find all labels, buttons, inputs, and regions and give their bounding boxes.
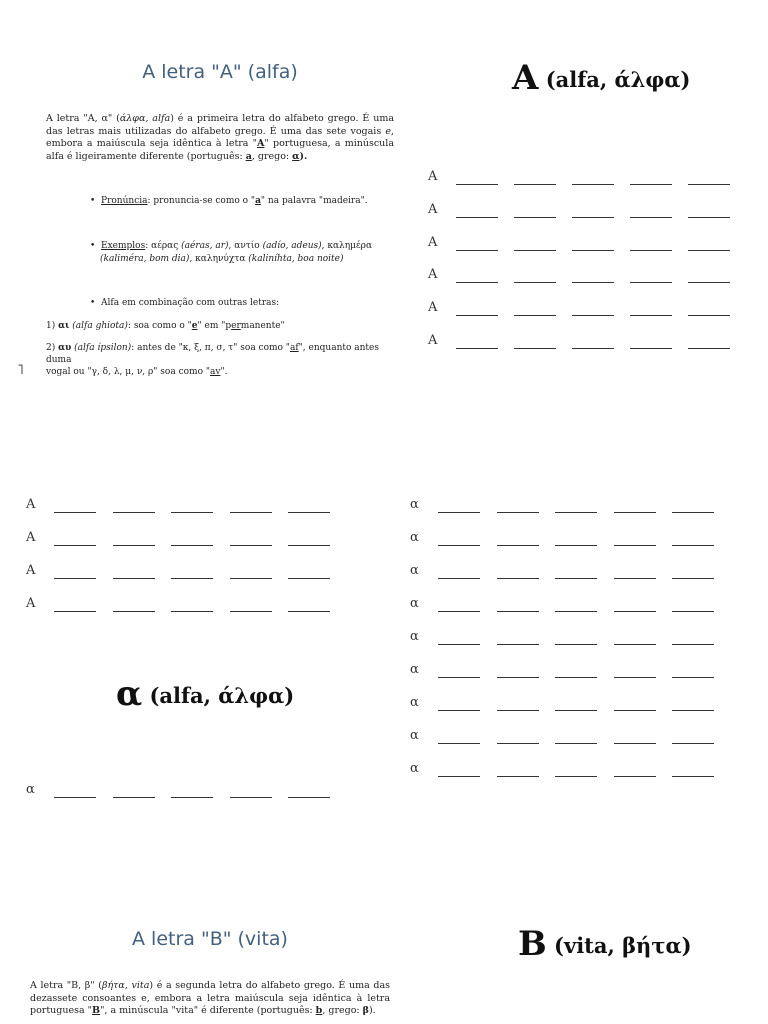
practice-row [428,235,746,251]
practice-blank-line[interactable] [438,743,480,744]
practice-blank-line[interactable] [572,315,614,316]
practice-blank-line[interactable] [572,184,614,185]
practice-blank-line[interactable] [672,512,714,513]
practice-blank-line[interactable] [230,545,272,546]
practice-row-letter: α [410,497,419,512]
practice-blank-line[interactable] [555,578,597,579]
combo-alfa-ipsilon: 2) αυ (alfa ípsilon): antes de "κ, ξ, π, σ, τ" soa como "af", enquanto antes duma vogal ou "γ, δ, λ, μ, ν, ρ" soa como "av". [46,343,379,377]
practice-row [26,563,347,579]
practice-blank-line[interactable] [171,611,213,612]
practice-blank-line[interactable] [438,776,480,777]
practice-blank-line[interactable] [171,578,213,579]
practice-blank-line[interactable] [572,282,614,283]
practice-row [26,782,347,798]
practice-row-letter: A [428,234,438,250]
practice-row-letter: α [410,662,419,677]
practice-blank-line[interactable] [672,578,714,579]
practice-blank-line[interactable] [288,545,330,546]
corner-mark: ˥ [17,362,24,378]
practice-blank-line[interactable] [438,677,480,678]
practice-blank-line[interactable] [630,348,672,349]
practice-blank-line[interactable] [230,611,272,612]
practice-blank-line[interactable] [614,545,656,546]
practice-row [428,300,746,316]
practice-blank-line[interactable] [555,512,597,513]
practice-blank-line[interactable] [54,611,96,612]
practice-blank-line[interactable] [555,611,597,612]
practice-blank-line[interactable] [614,578,656,579]
practice-blank-line[interactable] [438,644,480,645]
practice-blank-line[interactable] [171,797,213,798]
alfa-lowercase-title: α (alfa, άλφα) [116,674,295,714]
practice-blank-line[interactable] [438,611,480,612]
practice-blank-line[interactable] [614,644,656,645]
practice-blank-line[interactable] [497,611,539,612]
practice-blank-line[interactable] [497,545,539,546]
practice-blank-line[interactable] [614,677,656,678]
practice-row [410,563,731,579]
practice-blank-line[interactable] [630,217,672,218]
practice-blank-line[interactable] [230,797,272,798]
practice-blank-line[interactable] [572,348,614,349]
practice-row [410,497,731,513]
practice-blank-line[interactable] [672,710,714,711]
practice-blank-line[interactable] [456,217,498,218]
practice-blank-line[interactable] [54,545,96,546]
practice-blank-line[interactable] [614,710,656,711]
practice-blank-line[interactable] [614,611,656,612]
practice-blank-line[interactable] [113,545,155,546]
practice-row [410,596,731,612]
practice-row-letter: α [410,596,419,611]
practice-row-letter: A [26,530,36,545]
practice-blank-line[interactable] [514,184,556,185]
practice-blank-line[interactable] [672,677,714,678]
practice-row-letter: α [26,782,35,797]
practice-blank-line[interactable] [572,250,614,251]
practice-row-letter: A [428,300,438,316]
practice-blank-line[interactable] [572,217,614,218]
practice-blank-line[interactable] [688,184,730,185]
practice-blank-line[interactable] [438,578,480,579]
practice-row-letter: α [410,629,419,644]
practice-blank-line[interactable] [456,348,498,349]
practice-blank-line[interactable] [288,512,330,513]
vita-section-heading: A letra "B" (vita) [132,928,288,950]
practice-blank-line[interactable] [514,217,556,218]
practice-blank-line[interactable] [54,512,96,513]
practice-row-letter: A [428,333,438,348]
practice-blank-line[interactable] [230,578,272,579]
practice-blank-line[interactable] [555,710,597,711]
practice-blank-line[interactable] [688,250,730,251]
practice-row [410,629,731,645]
alfa-uppercase-title: A (alfa, άλφα) [512,58,691,98]
pronuncia-bullet: • Pronúncia: pronuncia-se como o "a" na palavra "madeira". [90,196,368,206]
practice-row-letter: α [410,563,419,578]
practice-blank-line[interactable] [497,644,539,645]
alfa-intro-paragraph: A letra "Α, α" (άλφα, alfa) é a primeira letra do alfabeto grego. É uma das letras mais utilizadas do alfabeto grego. É uma das sete vogais e, embora a maiúscula seja idêntica à letra "A" portuguesa, a minúscula alfa é ligeiramente diferente (português: a, grego: α). [46,113,394,162]
practice-blank-line[interactable] [672,743,714,744]
practice-blank-line[interactable] [497,710,539,711]
practice-blank-line[interactable] [113,797,155,798]
practice-row [410,728,731,744]
practice-row-letter: α [410,728,419,743]
practice-row-letter: A [428,267,438,283]
practice-blank-line[interactable] [230,512,272,513]
practice-row [410,662,731,678]
practice-blank-line[interactable] [630,282,672,283]
practice-row-letter: A [26,497,36,512]
practice-blank-line[interactable] [54,578,96,579]
practice-row [26,530,347,546]
practice-blank-line[interactable] [672,545,714,546]
practice-blank-line[interactable] [438,512,480,513]
practice-blank-line[interactable] [614,743,656,744]
practice-blank-line[interactable] [456,184,498,185]
combo-alfa-ghiota: 1) αι (alfa ghiota): soa como o "e" em "permanente" [46,321,285,331]
practice-blank-line[interactable] [113,578,155,579]
practice-blank-line[interactable] [113,611,155,612]
practice-row-letter: A [26,563,36,578]
practice-blank-line[interactable] [688,315,730,316]
practice-blank-line[interactable] [438,710,480,711]
practice-blank-line[interactable] [288,797,330,798]
practice-row [410,761,731,777]
practice-blank-line[interactable] [288,578,330,579]
practice-row [428,202,746,218]
practice-row [410,530,731,546]
combinacao-bullet: • Alfa em combinação com outras letras: [90,298,280,308]
practice-blank-line[interactable] [497,512,539,513]
practice-row [428,169,746,185]
practice-blank-line[interactable] [614,776,656,777]
practice-row-letter: A [428,201,438,217]
practice-blank-line[interactable] [514,250,556,251]
practice-row [428,267,746,283]
practice-row [410,695,731,711]
practice-blank-line[interactable] [456,250,498,251]
practice-row-letter: α [410,761,419,776]
practice-blank-line[interactable] [672,611,714,612]
practice-blank-line[interactable] [630,315,672,316]
practice-row-letter: A [428,169,438,184]
practice-blank-line[interactable] [497,578,539,579]
exemplos-bullet: • Exemplos: αέρας (aéras, ar), αντίο (adío, adeus), καλημέρα (kaliméra, bom dia), καληνύχτα (kaliníhta, boa noite) [90,241,373,264]
practice-row [26,497,347,513]
alfa-section-heading: A letra "A" (alfa) [142,61,298,83]
practice-blank-line[interactable] [514,282,556,283]
practice-blank-line[interactable] [688,348,730,349]
practice-blank-line[interactable] [630,250,672,251]
practice-blank-line[interactable] [688,282,730,283]
practice-blank-line[interactable] [456,282,498,283]
practice-blank-line[interactable] [497,776,539,777]
practice-blank-line[interactable] [514,348,556,349]
practice-blank-line[interactable] [555,743,597,744]
practice-row-letter: α [410,530,419,545]
practice-row [26,596,347,612]
practice-blank-line[interactable] [171,512,213,513]
vita-intro-paragraph: A letra "Β, β" (βήτα, vita) é a segunda letra do alfabeto grego. É uma das dezassete consoantes e, embora a letra maiúscula seja idêntica à letra portuguesa "B", a minúscula "vita" é diferente (português: b, grego: β). [30,980,391,1016]
practice-blank-line[interactable] [555,644,597,645]
practice-blank-line[interactable] [555,776,597,777]
practice-blank-line[interactable] [688,217,730,218]
practice-blank-line[interactable] [614,512,656,513]
practice-blank-line[interactable] [54,797,96,798]
vita-uppercase-title: B (vita, βήτα) [518,924,692,964]
practice-blank-line[interactable] [456,315,498,316]
practice-blank-line[interactable] [113,512,155,513]
practice-blank-line[interactable] [171,545,213,546]
practice-blank-line[interactable] [497,677,539,678]
practice-blank-line[interactable] [288,611,330,612]
practice-blank-line[interactable] [514,315,556,316]
practice-blank-line[interactable] [672,644,714,645]
practice-row [428,333,746,349]
practice-blank-line[interactable] [630,184,672,185]
practice-blank-line[interactable] [555,677,597,678]
practice-blank-line[interactable] [497,743,539,744]
practice-row-letter: A [26,596,36,611]
practice-blank-line[interactable] [438,545,480,546]
practice-blank-line[interactable] [555,545,597,546]
practice-row-letter: α [410,695,419,710]
practice-blank-line[interactable] [672,776,714,777]
